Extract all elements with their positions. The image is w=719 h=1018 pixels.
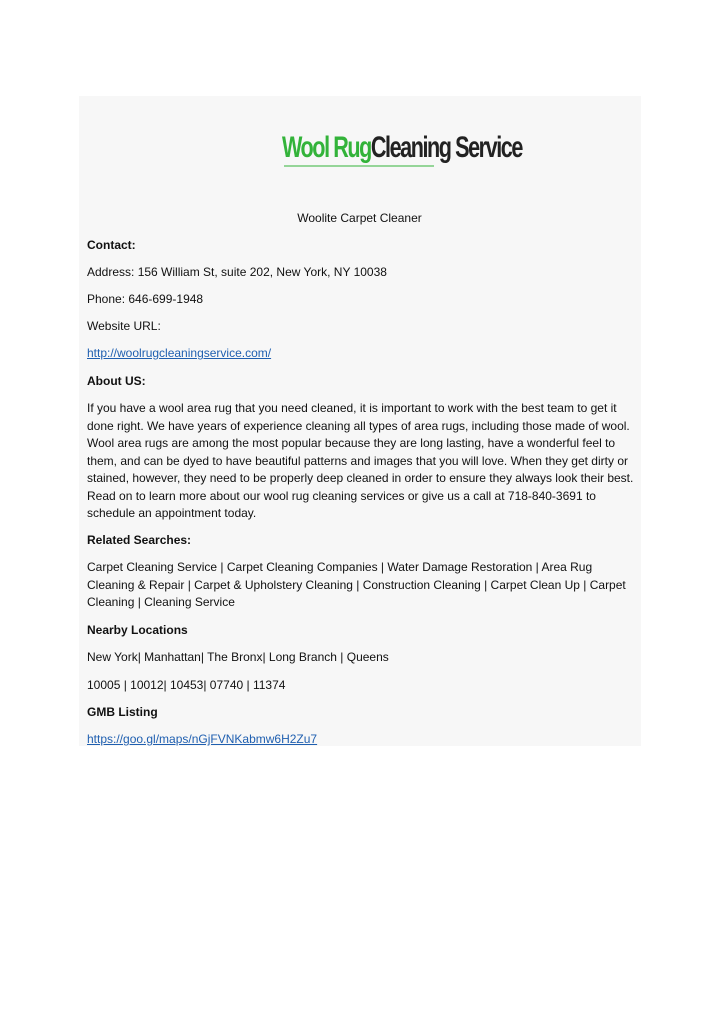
about-heading: About US: [87,374,146,388]
related-searches-list: Carpet Cleaning Service | Carpet Cleaning Companies | Water Damage Restoration | Area Rug Cleaning & Repair | Carpet & Upholstery Cleaning | Construction Cleaning | Carpet Clean Up | Carpet Cleaning | Cleaning Service [87,560,626,609]
nearby-zip-list: 10005 | 10012| 10453| 07740 | 11374 [87,678,286,692]
nearby-locations-heading: Nearby Locations [87,623,188,637]
about-paragraph: If you have a wool area rug that you need cleaned, it is important to work with the best team to get it done right. We have years of experience cleaning all types of area rugs, including those made of wool. Wool area rugs are among the most popular because they are long lasting, have a wonderful feel to them, and can be dyed to have beautiful patterns and images that you will love. When they get dirty or stained, however, they need to be properly deep cleaned in order to ensure they always look their best. Read on to learn more about our wool rug cleaning services or give us a call at 718-840-3691 to schedule an appointment today. [87,401,634,520]
gmb-link[interactable]: https://goo.gl/maps/nGjFVNKabmw6H2Zu7 [87,732,318,746]
gmb-heading: GMB Listing [87,705,158,719]
website-label: Website URL: [87,319,161,333]
logo-underline [284,165,434,167]
page-title: Woolite Carpet Cleaner [297,211,422,225]
logo-part-cleaning-service: Cleaning Service [370,131,522,164]
address-text: Address: 156 William St, suite 202, New York, NY 10038 [87,265,387,279]
contact-heading: Contact: [87,238,136,252]
phone-text: Phone: 646-699-1948 [87,292,204,306]
website-link[interactable]: http://woolrugcleaningservice.com/ [87,346,272,360]
nearby-places-list: New York| Manhattan| The Bronx| Long Branch | Queens [87,650,389,664]
company-logo [282,118,522,188]
logo-wordmark [282,130,522,166]
logo-part-wool-rug: Wool Rug [282,131,371,164]
related-searches-heading: Related Searches: [87,533,192,547]
